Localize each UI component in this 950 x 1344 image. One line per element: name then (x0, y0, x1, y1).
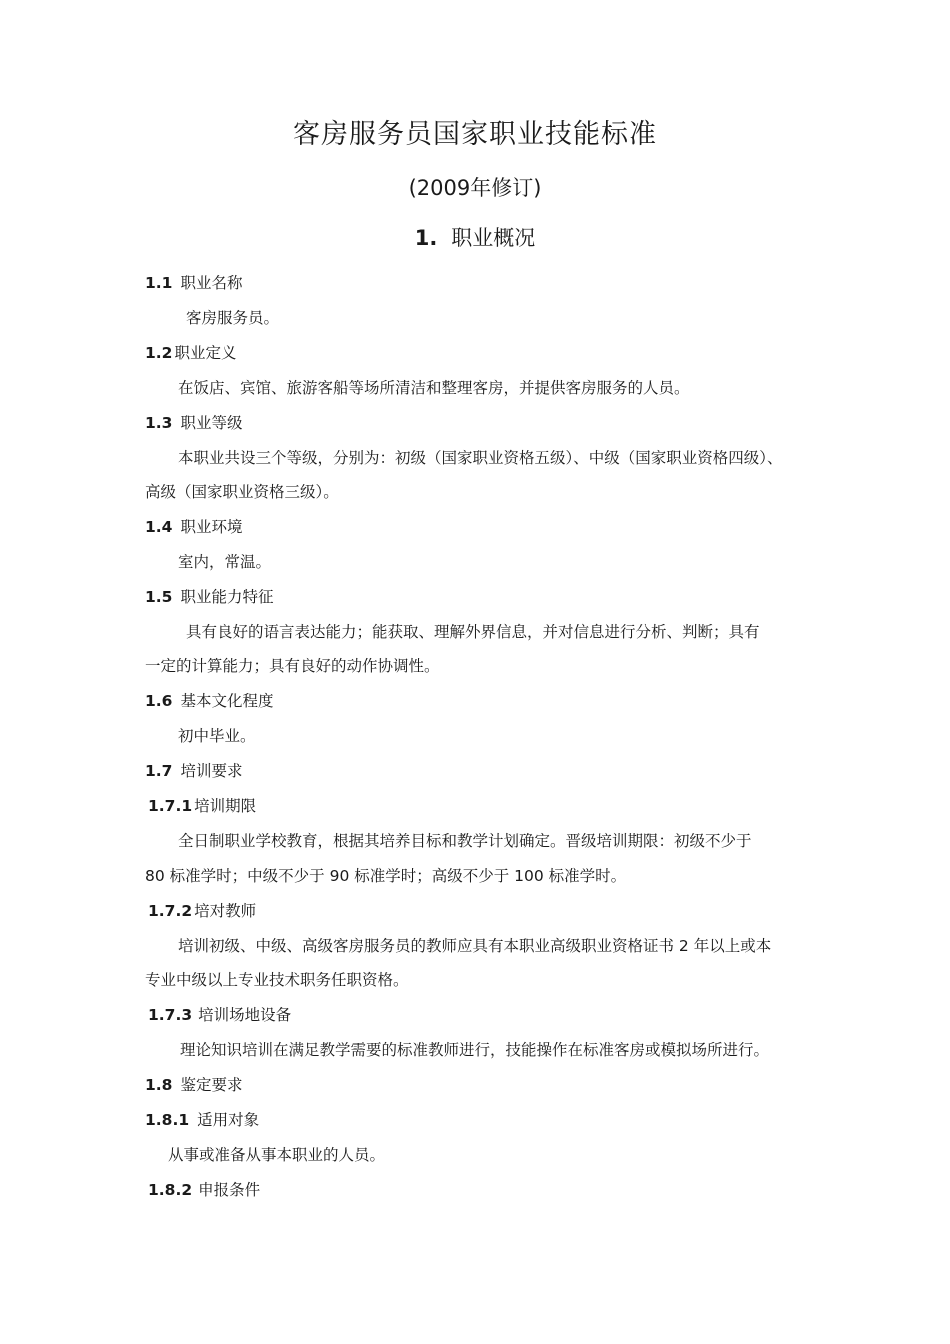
section-heading-1-8 (145, 1075, 242, 1095)
section-title: 职业名称 (180, 274, 243, 292)
section-number: 1.6 (145, 692, 173, 710)
section-title: 鉴定要求 (180, 1076, 243, 1094)
section-body-1-8-1: 从事或准备从事本职业的人员。 (168, 1146, 386, 1164)
section-title: 申报条件 (198, 1181, 261, 1199)
section-title: 基本文化程度 (180, 692, 274, 710)
section-number: 1.8.2 (148, 1181, 193, 1199)
section-title: 培训要求 (180, 762, 243, 780)
section-title: 职业环境 (180, 518, 243, 536)
subsection-heading-1-7-3 (148, 1005, 291, 1025)
section-heading-1-4 (145, 517, 242, 537)
section-body-1-3-line-2: 高级（国家职业资格三级）。 (145, 483, 339, 501)
section-body-1-7-1-line-2: 80 标准学时；中级不少于 90 标准学时；高级不少于 100 标准学时。 (145, 867, 627, 885)
section-number: 1.3 (145, 414, 173, 432)
section-heading-1-3 (145, 413, 242, 433)
section-body-1-7-2-line-2: 专业中级以上专业技术职务任职资格。 (145, 971, 409, 989)
subsection-heading-1-7-2 (148, 901, 256, 921)
section-title: 适用对象 (197, 1111, 260, 1129)
section-body-1-2: 在饭店、宾馆、旅游客船等场所清洁和整理客房，并提供客房服务的人员。 (178, 379, 690, 397)
section-number: 1.8 (145, 1076, 173, 1094)
section-body-1-7-1-line-1: 全日制职业学校教育，根据其培养目标和教学计划确定。晋级培训期限：初级不少于 (178, 832, 752, 850)
section-heading-1-5 (145, 587, 273, 607)
section-body-1-3-line-1: 本职业共设三个等级，分别为：初级（国家职业资格五级）、中级（国家职业资格四级）、 (178, 449, 783, 467)
section-number: 1.2 (145, 344, 173, 362)
section-title: 培对教师 (194, 902, 257, 920)
subsection-heading-1-8-1 (145, 1110, 259, 1130)
section-heading-1-6 (145, 691, 273, 711)
section-number: 1.7.2 (148, 902, 193, 920)
section-body-1-4: 室内，常温。 (178, 553, 272, 571)
section-title: 职业等级 (180, 414, 243, 432)
chapter-number: 1. (414, 226, 438, 250)
section-body-1-6: 初中毕业。 (178, 727, 256, 745)
chapter-title: 职业概况 (451, 226, 536, 250)
section-body-1-1: 客房服务员。 (186, 309, 280, 327)
document-subtitle: (2009年修订) (408, 176, 542, 200)
section-title: 培训期限 (194, 797, 257, 815)
section-heading-1-7 (145, 761, 242, 781)
subsection-heading-1-8-2 (148, 1180, 260, 1200)
section-body-1-5-line-1: 具有良好的语言表达能力；能获取、理解外界信息，并对信息进行分析、判断；具有 (186, 623, 760, 641)
chapter-heading (0, 222, 950, 252)
section-number: 1.7.3 (148, 1006, 193, 1024)
section-number: 1.7.1 (148, 797, 193, 815)
section-title: 职业能力特征 (180, 588, 274, 606)
section-number: 1.5 (145, 588, 173, 606)
section-title: 职业定义 (174, 344, 237, 362)
section-heading-1-2 (145, 343, 236, 363)
section-number: 1.7 (145, 762, 173, 780)
section-body-1-7-2-line-1: 培训初级、中级、高级客房服务员的教师应具有本职业高级职业资格证书 2 年以上或本 (178, 937, 772, 955)
section-number: 1.8.1 (145, 1111, 190, 1129)
section-body-1-5-line-2: 一定的计算能力；具有良好的动作协调性。 (145, 657, 440, 675)
section-number: 1.4 (145, 518, 173, 536)
section-number: 1.1 (145, 274, 173, 292)
section-body-1-7-3: 理论知识培训在满足教学需要的标准教师进行，技能操作在标准客房或模拟场所进行。 (180, 1041, 770, 1059)
section-title: 培训场地设备 (198, 1006, 292, 1024)
section-heading-1-1 (145, 273, 242, 293)
document-title: 客房服务员国家职业技能标准 (293, 119, 657, 150)
subsection-heading-1-7-1 (148, 796, 256, 816)
